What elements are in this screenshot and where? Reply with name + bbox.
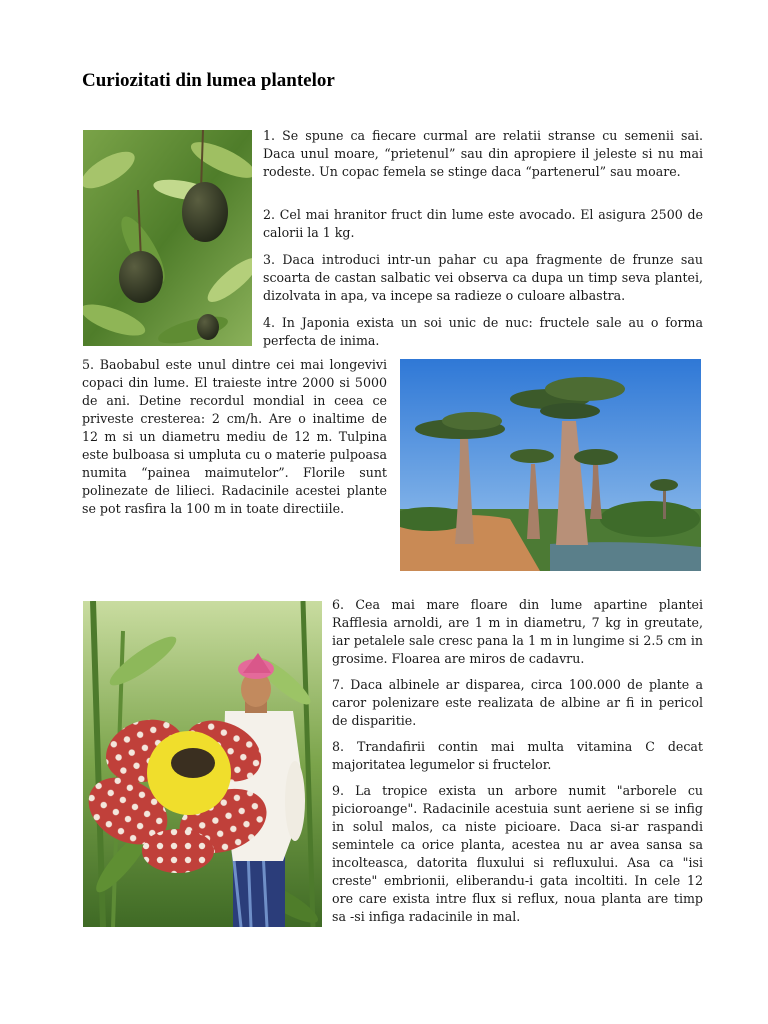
rafflesia-illustration — [83, 601, 322, 927]
paragraph-3: 3. Daca introduci intr-un pahar cu apa fragmente de frunze sau scoarta de castan salbatic vei observa ca dupa un timp seva plantei, dizolvata in apa, va incepe sa radieze o culoare albastra. — [263, 252, 703, 303]
paragraph-5: 5. Baobabul este unul dintre cei mai longevivi copaci din lume. El traieste intre 2000 si 5000 de ani. Detine recordul mondial in ceea ce priveste cresterea: 2 cm/h. Are o inaltime de 12 m si un diametru mediu de 12 m. Tulpina este bulboasa si umpluta cu o materie pulpoasa numita “painea maimutelor”. Florile sunt polinezate de lilieci. Radacinile acestei plante se pot rasfira la 100 m in toate directiile. — [82, 357, 387, 516]
baobab-photo — [400, 359, 701, 571]
paragraph-7: 7. Daca albinele ar disparea, circa 100.000 de plante a caror polenizare este realizata de albine ar fi in pericol de disparitie. — [332, 677, 703, 728]
paragraph-2: 2. Cel mai hranitor fruct din lume este avocado. El asigura 2500 de calorii la 1 kg. — [263, 207, 703, 240]
paragraph-4: 4. In Japonia exista un soi unic de nuc: fructele sale au o forma perfecta de inima. — [263, 315, 703, 348]
paragraph-1: 1. Se spune ca fiecare curmal are relatii stranse cu semenii sai. Daca unul moare, “prietenul” sau din apropiere il jeleste si nu mai rodeste. Un copac femela se stinge daca “partenerul” sau moare. — [263, 128, 703, 179]
paragraph-6: 6. Cea mai mare floare din lume apartine plantei Rafflesia arnoldi, are 1 m in diametru, 7 kg in greutate, iar petalele sale cresc pana la 1 m in lungime si 2.5 cm in grosime. Floarea are miros de cadavru. — [332, 597, 703, 666]
avocado-photo — [83, 130, 252, 346]
page-title: Curiozitati din lumea plantelor — [82, 70, 335, 91]
paragraph-9: 9. La tropice exista un arbore numit "arborele cu picioroange". Radacinile acestuia sunt aeriene si se infig in solul malos, ca niste picioare. Daca si-ar raspandi semintele ca orice planta, acestea nu ar avea sansa sa incolteasca, datorita fluxului si refluxului. Asa ca "isi creste" embrionii, eliberandu-i gata incoltiti. In cele 12 ore care exista intre flux si reflux, noua planta are timp sa -si infiga radacinile in mal. — [332, 783, 703, 924]
paragraph-8: 8. Trandafirii contin mai multa vitamina C decat majoritatea legumelor si fructelor. — [332, 739, 703, 772]
